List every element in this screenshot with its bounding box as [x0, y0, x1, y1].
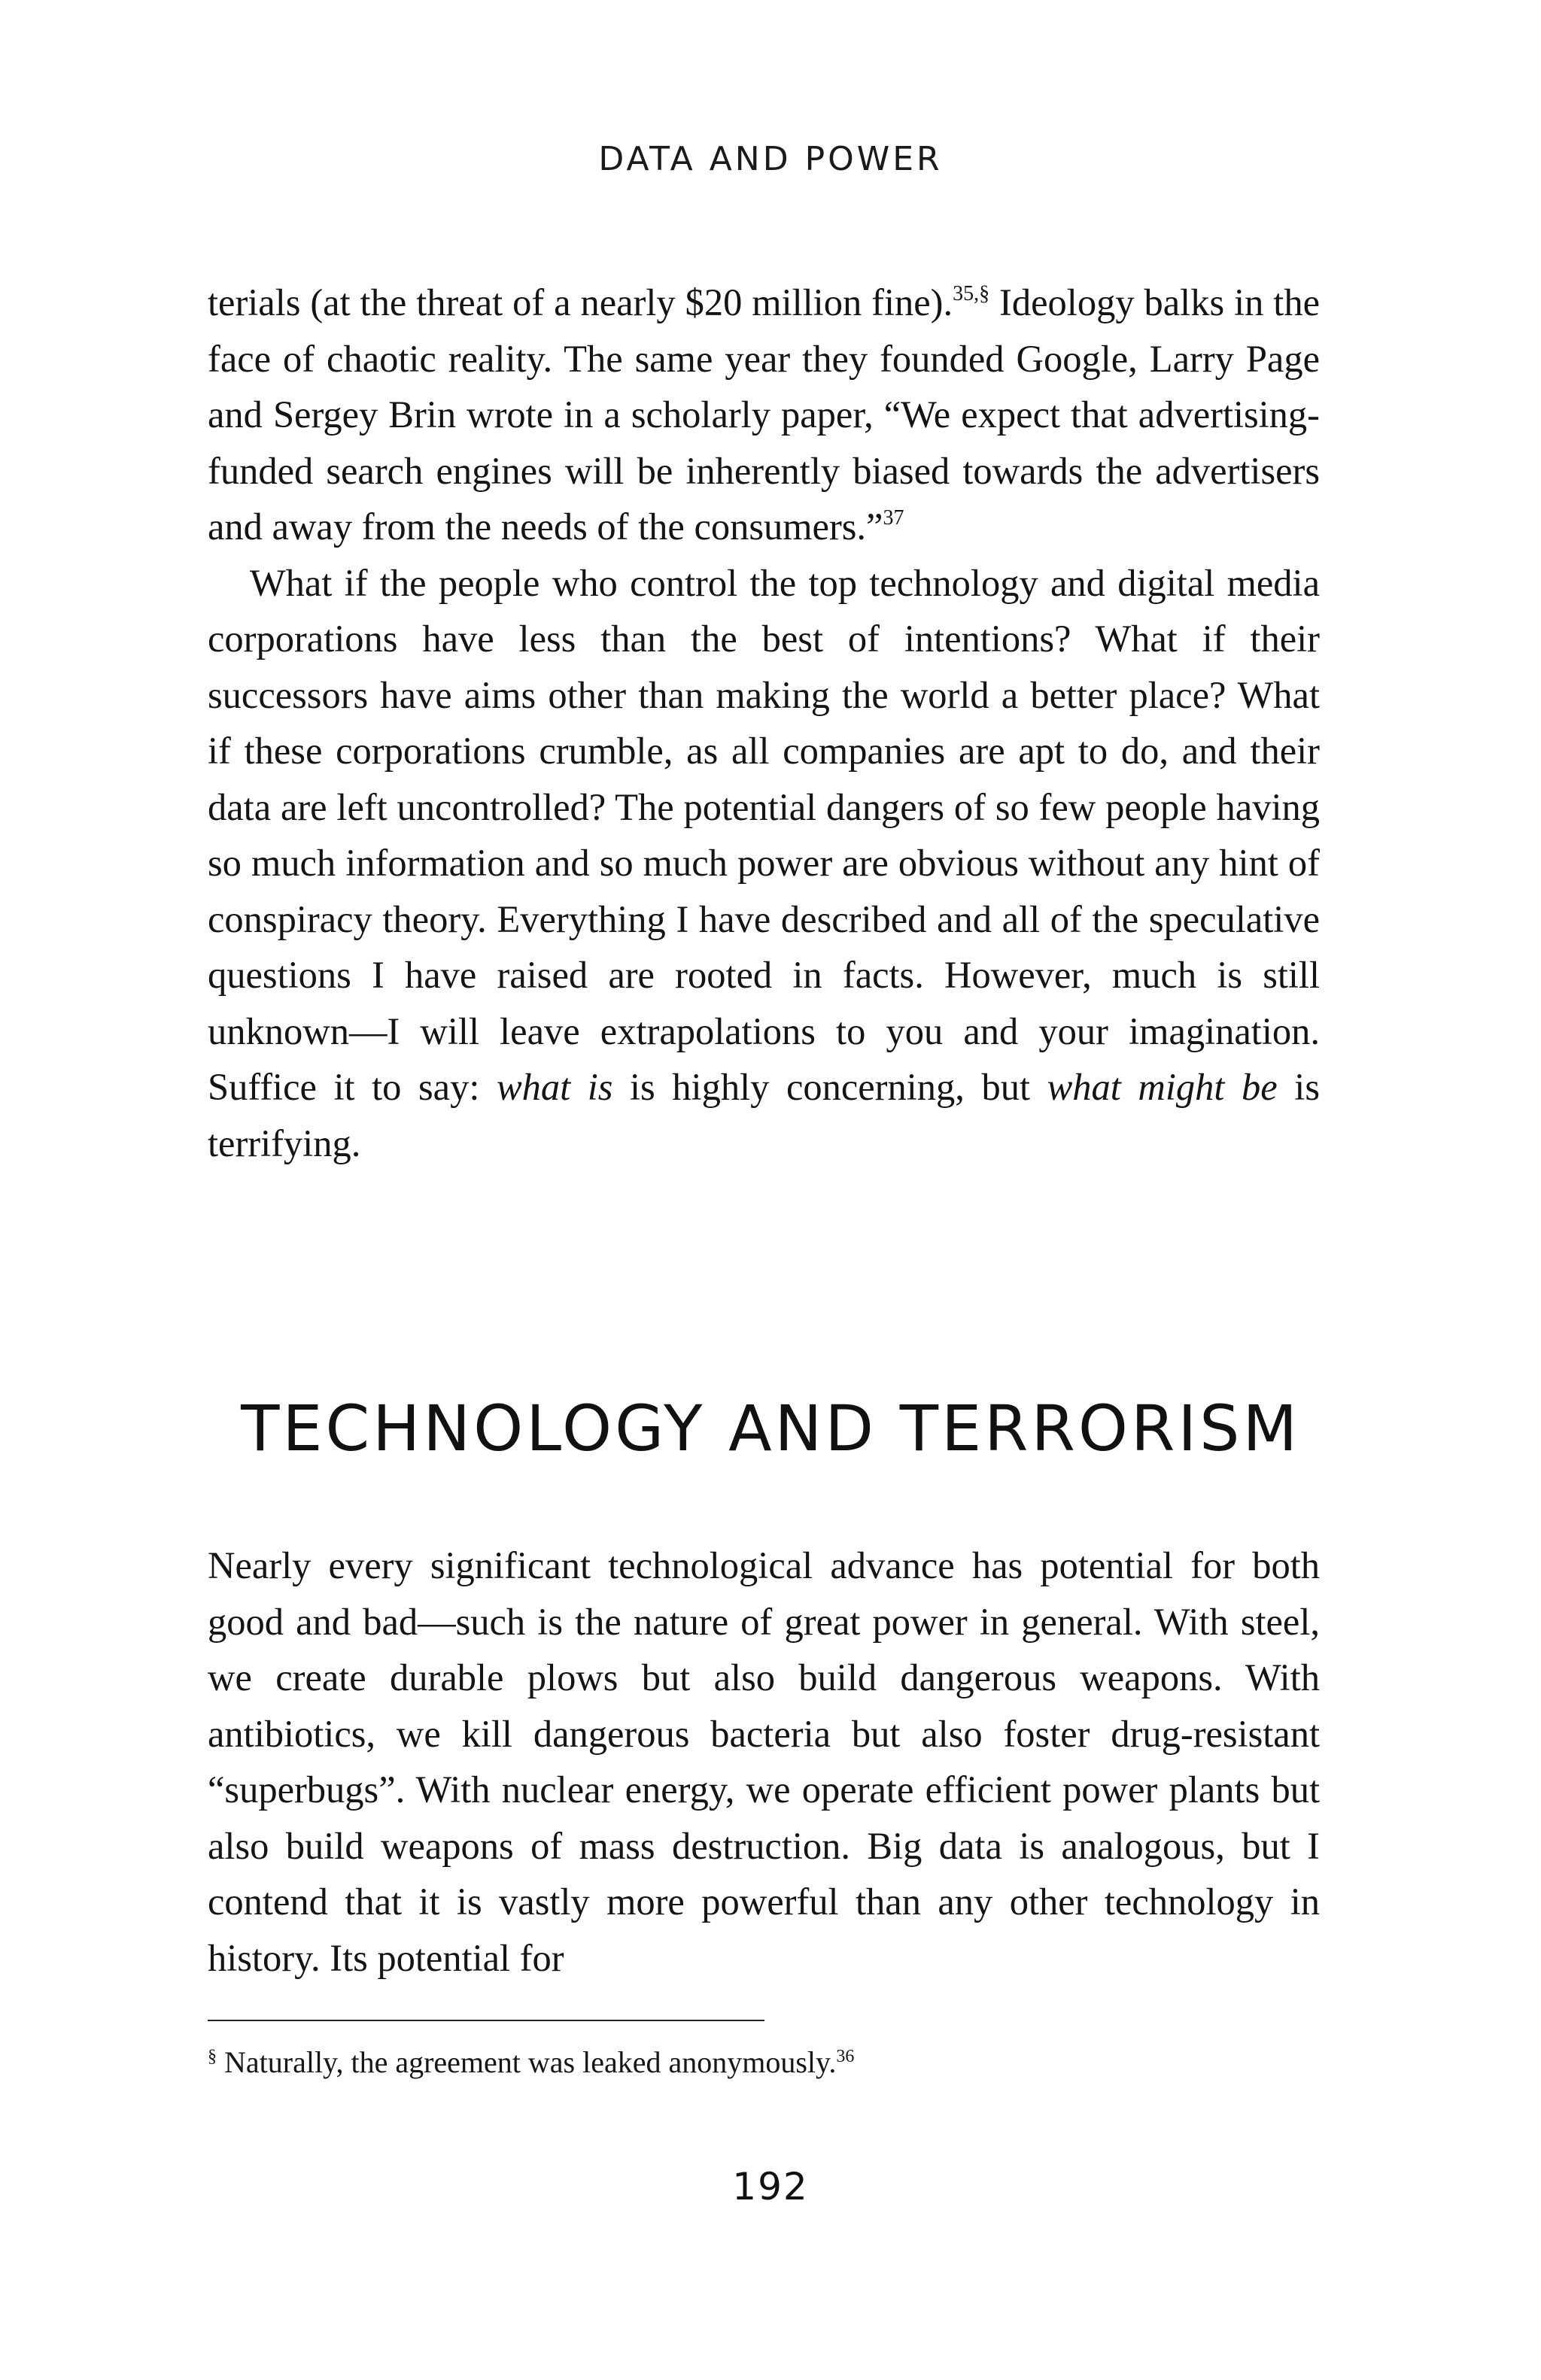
- footnote-marker: §: [208, 2047, 217, 2066]
- running-head: DATA AND POWER: [598, 140, 943, 178]
- footnote-divider: [208, 2020, 764, 2021]
- footnote-text: Naturally, the agreement was leaked anonymously.: [217, 2045, 837, 2079]
- paragraph: Nearly every significant technological advance has potential for both good and bad—such is the nature of great power in general. With steel, we create durable plows but also build dangerous weapons. With antibiotics, we kill dangerous bacteria but also foster drug-resistant “superbugs”. With nuclear energy, we operate efficient power plants but also build weapons of mass destruction. Big data is analogous, but I contend that it is vastly more powerful than any other technology in history. Its potential for: [208, 1544, 1320, 1979]
- paragraph-text: What if the people who control the top technology and digital media corporations have less than the best of intentions? What if their successors have aims other than making the world a better place? What if these corporations crumble, as all companies are apt to do, and their data are left uncontrolled? The potential dangers of so few people having so much information and so much power are obvious without any hint of conspiracy theory. Everything I have described and all of the speculative questions I have raised are rooted in facts. However, much is still unknown—I will leave extrapolations to you and your imagination. Suffice it to say:: [208, 561, 1320, 1108]
- italic-phrase: what might be: [1047, 1066, 1278, 1108]
- paragraph-text: is terrifying.: [208, 1066, 1320, 1164]
- footnote: [208, 2042, 1320, 2084]
- paragraph-text: terials (at the threat of a nearly $20 million fine).: [208, 281, 953, 323]
- body-text-section: [208, 1538, 1320, 1986]
- italic-phrase: what is: [496, 1066, 613, 1108]
- note-reference: 37: [883, 506, 904, 530]
- section-heading: TECHNOLOGY AND TERRORISM: [241, 1392, 1300, 1465]
- paragraph-text: Ideology balks in the face of chaotic reality. The same year they founded Google, Larry Page and Sergey Brin wrote in a scholarly paper, “We expect that advertising-funded search engines will be inherently biased towards the advertisers and away from the needs of the consumers.”: [208, 281, 1320, 548]
- note-reference: 36: [836, 2047, 855, 2066]
- note-reference: 35,§: [953, 282, 990, 305]
- paragraph-continued: [208, 275, 1320, 555]
- paragraph-text: is highly concerning, but: [612, 1066, 1047, 1108]
- page-number: 192: [732, 2165, 809, 2208]
- paragraph: [208, 555, 1320, 1172]
- body-text-top: [208, 275, 1320, 1171]
